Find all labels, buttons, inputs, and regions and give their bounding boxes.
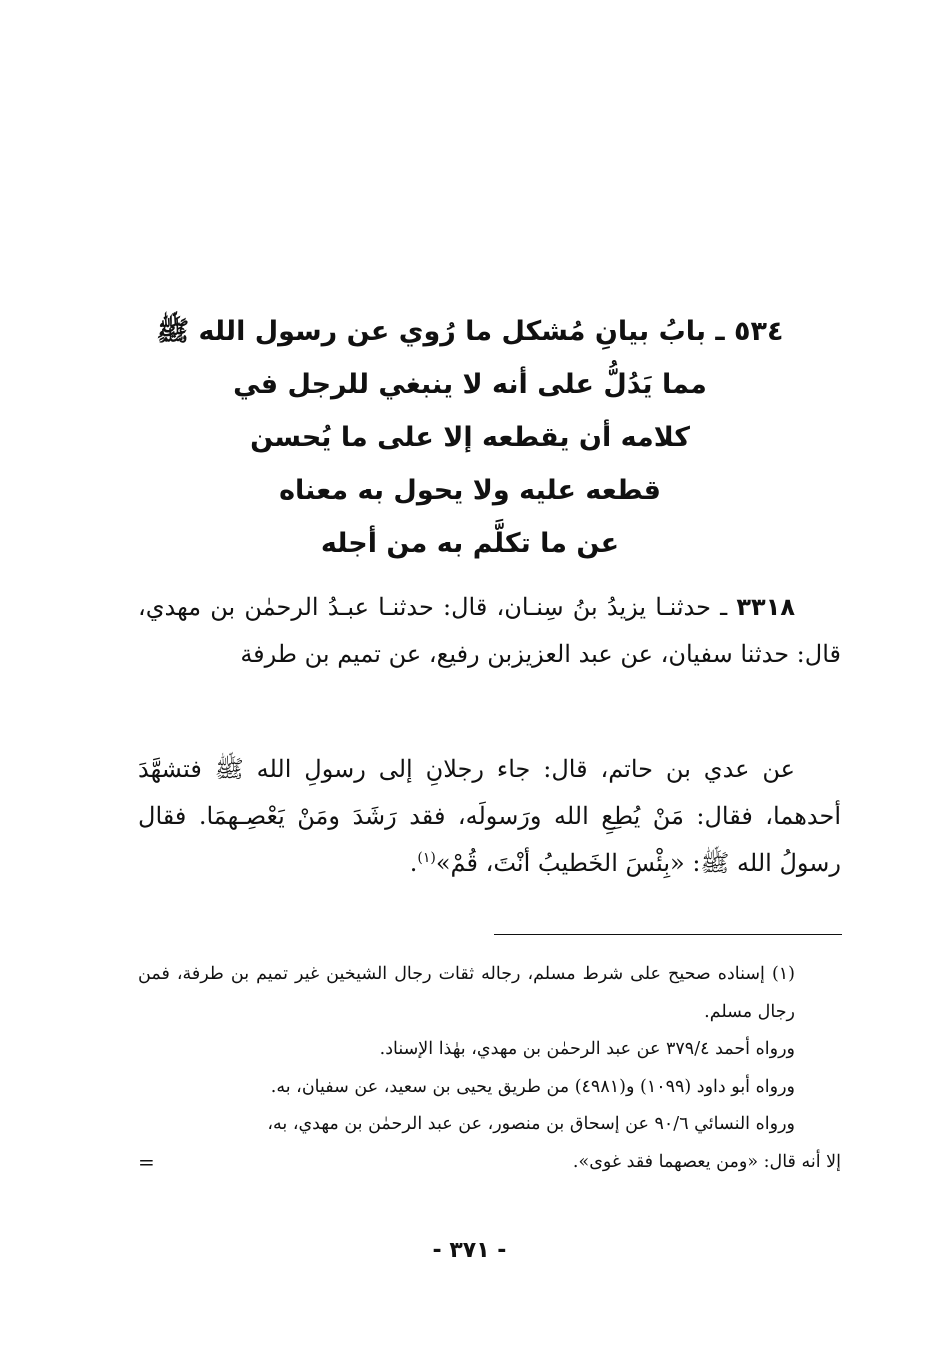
chapter-title-line: ٥٣٤ ـ بابُ بيانِ مُشكل ما رُوي عن رسول الله ﷺ [156, 316, 784, 347]
footnotes [138, 956, 841, 1181]
footnote-separator [494, 934, 842, 935]
page-number: - ٣٧١ - [432, 1238, 507, 1263]
footnote-1: (١) إسناده صحيح على شرط مسلم، رجاله ثقات رجال الشيخين غير تميم بن طرفة، فمن رجال مسلم. [138, 964, 795, 1022]
footnote-abu-dawud: ورواه أبو داود (١٠٩٩) و(٤٩٨١) من طريق يحيى بن سعيد، عن سفيان، به. [270, 1076, 795, 1097]
hadith-isnad [138, 584, 841, 678]
hadith-matn [138, 746, 841, 887]
chapter-title-line: قطعه عليه ولا يحول به معناه [279, 475, 661, 506]
footnote-last: إلا أنه قال: «ومن يعصهما فقد غوى». [572, 1151, 841, 1172]
chapter-title-line: مما يَدُلُّ على أنه لا ينبغي للرجل في [233, 369, 707, 400]
footnote-last-line [138, 1144, 841, 1182]
hadith-isnad-text: ـ حدثنـا يزيدُ بنُ سِنـان، قال: حدثنـا عبـدُ الرحمٰن بن مهدي، قال: حدثنا سفيان، عن عبد العزيزبن رفيع، عن تميم بن طرفة [138, 593, 841, 668]
footnote-reference[interactable]: (١) [417, 850, 436, 866]
chapter-title-line: كلامه أن يقطعه إلا على ما يُحسن [250, 422, 690, 453]
chapter-title-line: عن ما تكلَّم به من أجله [320, 528, 620, 559]
hadith-matn-end: . [409, 849, 418, 877]
hadith-matn-text: عن عدي بن حاتم، قال: جاء رجلانِ إلى رسولِ الله ﷺ فتشهَّدَ أحدهما، فقال: مَنْ يُطِعِ الله ورَسولَه، فقد رَشَدَ ومَنْ يَعْصِـهمَا. فقال رسولُ الله ﷺ: «بِئْسَ الخَطيبُ أنْتَ، قُمْ» [138, 755, 841, 877]
chapter-title [140, 305, 800, 570]
hadith-number: ٣٣١٨ [736, 593, 795, 621]
footnote-nasai: ورواه النسائي ٩٠/٦ عن إسحاق بن منصور، عن عبد الرحمٰن بن مهدي، به، [267, 1114, 795, 1134]
continuation-mark: = [138, 1149, 155, 1174]
footnote-ahmad: ورواه أحمد ٣٧٩/٤ عن عبد الرحمٰن بن مهدي، بهٰذا الإسناد. [379, 1039, 795, 1059]
